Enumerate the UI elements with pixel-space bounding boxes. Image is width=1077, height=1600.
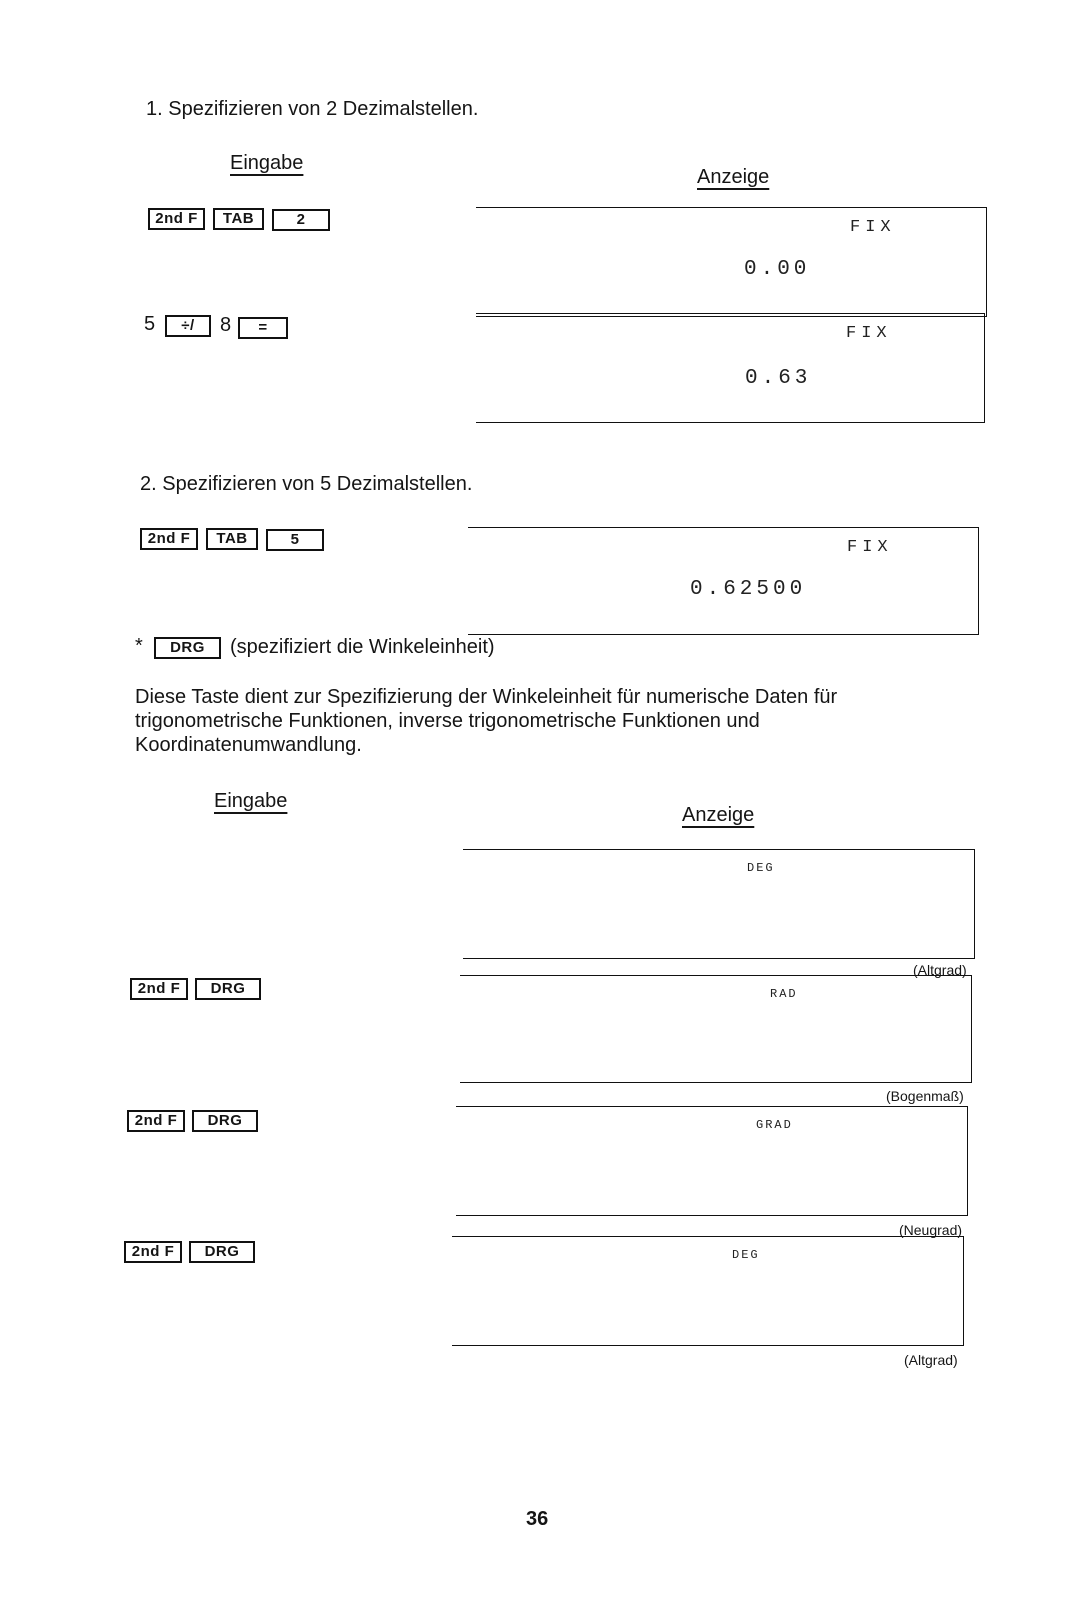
display-fix2-result	[476, 313, 985, 423]
key-tab: TAB	[213, 208, 264, 230]
display-deg-final	[452, 1236, 964, 1346]
key-equals: =	[238, 317, 288, 339]
display-indicator: DEG	[732, 1248, 760, 1262]
key-divide: ÷/	[165, 315, 211, 337]
input-number-5: 5	[144, 313, 156, 335]
page-number: 36	[526, 1508, 549, 1530]
display-indicator: FIX	[847, 538, 893, 557]
unit-note-altgrad-final: (Altgrad)	[904, 1352, 958, 1368]
key-2ndf: 2nd F	[130, 978, 188, 1000]
key-drg: DRG	[195, 978, 261, 1000]
key-2ndf: 2nd F	[124, 1241, 182, 1263]
drg-display-column-label: Anzeige	[682, 804, 755, 826]
key-2ndf: 2nd F	[140, 528, 198, 550]
display-indicator: FIX	[846, 324, 892, 343]
bullet-mark: *	[135, 635, 143, 657]
unit-note-neugrad: (Neugrad)	[899, 1222, 963, 1238]
section1-display-column-label: Anzeige	[697, 166, 770, 188]
key-2: 2	[272, 209, 330, 231]
display-fix5	[468, 527, 979, 635]
display-rad	[460, 975, 972, 1083]
key-2ndf: 2nd F	[127, 1110, 185, 1132]
display-indicator: RAD	[770, 987, 798, 1001]
key-drg: DRG	[192, 1110, 258, 1132]
key-2ndf: 2nd F	[148, 208, 205, 230]
section1-input-column-label: Eingabe	[230, 152, 304, 174]
display-indicator: DEG	[747, 861, 775, 875]
key-drg: DRG	[154, 637, 221, 659]
key-drg: DRG	[189, 1241, 255, 1263]
key-tab: TAB	[206, 528, 258, 550]
display-indicator: FIX	[850, 218, 896, 237]
unit-note-altgrad: (Altgrad)	[913, 962, 967, 978]
display-indicator: GRAD	[756, 1118, 793, 1132]
display-value: 0.00	[744, 258, 811, 281]
section2-heading: 2. Spezifizieren von 5 Dezimalstellen.	[140, 473, 473, 495]
display-value: 0.63	[745, 367, 812, 390]
input-number-8: 8	[220, 314, 232, 336]
display-value: 0.62500	[690, 578, 807, 601]
display-fix2	[476, 207, 987, 317]
drg-description-paragraph: Diese Taste dient zur Spezifizierung der Winkeleinheit für numerische Daten für trigonometrische Funktionen, inverse trigonometrische Funktionen und Koordinatenumwandlung.	[135, 686, 838, 756]
display-deg-initial	[463, 849, 975, 959]
drg-caption: (spezifiziert die Winkeleinheit)	[230, 636, 495, 658]
drg-input-column-label: Eingabe	[214, 790, 288, 812]
key-5: 5	[266, 529, 324, 551]
section1-heading: 1. Spezifizieren von 2 Dezimalstellen.	[146, 98, 479, 120]
unit-note-bogenmass: (Bogenmaß)	[886, 1088, 964, 1104]
display-grad	[456, 1106, 968, 1216]
